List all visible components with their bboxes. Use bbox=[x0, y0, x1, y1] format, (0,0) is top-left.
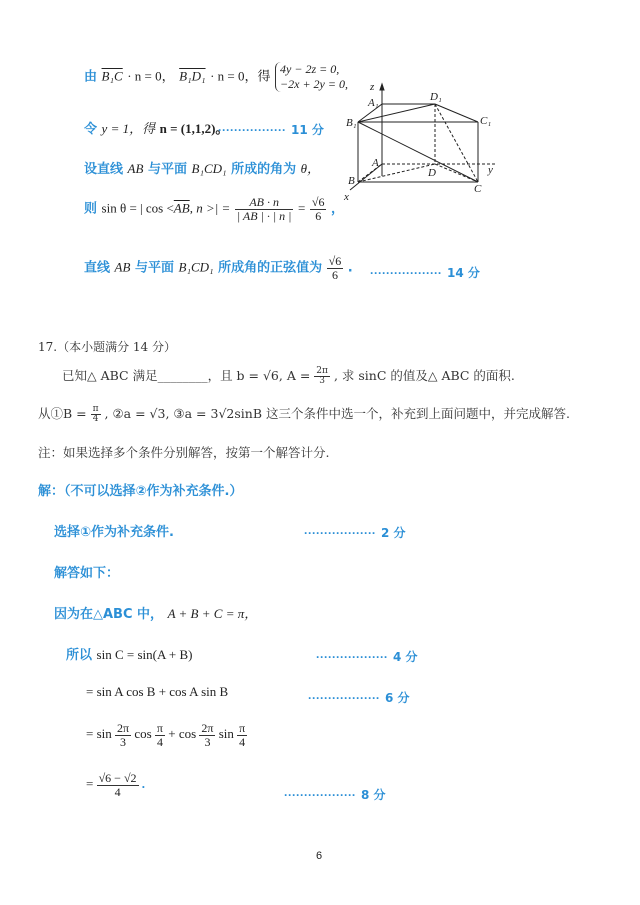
solution-answer-label: 解答如下： bbox=[54, 566, 120, 581]
frac-num: π bbox=[239, 721, 246, 735]
score-14 bbox=[370, 262, 480, 281]
label-d: D bbox=[428, 167, 436, 179]
frac-den: 4 bbox=[114, 784, 121, 799]
dots: ·················· bbox=[304, 526, 376, 540]
prism-figure bbox=[330, 78, 505, 208]
n-abs: , n >| = bbox=[189, 200, 231, 216]
question-line2 bbox=[38, 404, 570, 424]
text-and-plane: 与平面 bbox=[147, 162, 187, 177]
dot-zero-2: · n = 0，得 bbox=[210, 68, 271, 84]
t1: = sin bbox=[86, 726, 112, 742]
label-c1: C₁ bbox=[480, 115, 492, 127]
label-z: z bbox=[370, 81, 375, 93]
dots: ·················· bbox=[316, 650, 388, 664]
frac-den: | AB | · | n | bbox=[236, 208, 292, 223]
label-y: y bbox=[488, 164, 493, 176]
line-ab: AB bbox=[114, 259, 131, 275]
label-a: A bbox=[372, 157, 379, 169]
f2 bbox=[155, 722, 165, 748]
vec-ab: $\overline{AB}$ bbox=[173, 200, 190, 216]
eq1: 4y − 2z = 0, bbox=[280, 62, 340, 76]
f4 bbox=[237, 722, 247, 748]
step-normal-conditions bbox=[84, 62, 348, 92]
frac-den: 6 bbox=[315, 208, 322, 223]
text-then: 则 bbox=[84, 201, 98, 217]
label-b: B bbox=[348, 175, 355, 187]
score-text: 11 分 bbox=[291, 123, 324, 137]
frac-den: 3 bbox=[204, 734, 211, 749]
solution-so bbox=[66, 644, 192, 663]
sin-theta-lhs: sin θ = | cos < bbox=[101, 200, 174, 216]
fraction-result bbox=[310, 196, 327, 222]
score-2 bbox=[304, 522, 406, 541]
frac-num: 2π bbox=[117, 721, 130, 735]
dots: ·················· bbox=[284, 788, 356, 802]
line1-text-b: , 求 sinC 的值及△ ABC 的面积. bbox=[333, 368, 515, 383]
solution-title: 解：（不可以选择②作为补充条件.） bbox=[38, 484, 243, 499]
score-text: 2 分 bbox=[381, 526, 406, 540]
frac-den: 4 bbox=[92, 414, 99, 424]
so-text: 所以 bbox=[66, 648, 93, 663]
score-8 bbox=[284, 784, 386, 803]
score-6 bbox=[308, 687, 410, 706]
solution-choose: 选择①作为补充条件. bbox=[54, 525, 174, 540]
vector-b1c: B₁C bbox=[101, 68, 123, 84]
plane-b1cd1: B₁CD₁ bbox=[191, 161, 227, 176]
frac-num: √6 bbox=[328, 254, 342, 268]
plane-b1cd1: B₁CD₁ bbox=[178, 259, 214, 275]
t3: + cos bbox=[168, 726, 197, 742]
score-text: 8 分 bbox=[361, 788, 386, 802]
score-text: 4 分 bbox=[393, 650, 418, 664]
label-a1: A₁ bbox=[368, 97, 379, 109]
fraction-answer bbox=[327, 255, 344, 281]
question-note: 注：如果选择多个条件分别解答，按第一个解答计分. bbox=[38, 445, 330, 460]
text-sine-value: 所成角的正弦值为 bbox=[218, 260, 323, 276]
let-y-eq: y = 1，得 bbox=[101, 121, 156, 136]
score-11 bbox=[218, 119, 324, 138]
frac-den: 3 bbox=[120, 734, 127, 749]
because-text: 因为在△ABC 中， bbox=[54, 607, 164, 622]
score-text: 14 分 bbox=[447, 266, 480, 280]
solution-because bbox=[54, 603, 257, 622]
line2-text-b: , ②a = √3, ③a = 3√2sinB 这三个条件中选一个，补充到上面问题中，并完成解答. bbox=[104, 406, 570, 421]
dots: ·················· bbox=[370, 266, 442, 280]
question-title: 17.（本小题满分 14 分） bbox=[38, 340, 176, 354]
t2: cos bbox=[134, 726, 152, 742]
dot-zero-1: · n = 0， bbox=[127, 68, 175, 84]
result-line bbox=[86, 772, 145, 798]
text-line: 直线 bbox=[84, 260, 111, 276]
frac-num: π bbox=[156, 721, 163, 735]
step-let-y bbox=[84, 118, 228, 137]
text-set-line: 设直线 bbox=[84, 162, 124, 177]
line-ab: AB bbox=[127, 161, 144, 176]
comma: ， bbox=[331, 201, 345, 217]
expand-line: = sin A cos B + cos A sin B bbox=[86, 684, 229, 699]
text-and-plane: 与平面 bbox=[134, 260, 174, 276]
f1 bbox=[115, 722, 131, 748]
frac-num: 2π bbox=[316, 365, 328, 376]
angle-sum: A + B + C = π， bbox=[167, 606, 258, 621]
step-conclusion bbox=[84, 255, 353, 281]
sin-c-eq: sin C = sin(A + B) bbox=[96, 647, 193, 662]
step-sin-theta bbox=[84, 196, 344, 222]
frac-num: √6 bbox=[311, 195, 325, 209]
score-4 bbox=[316, 646, 418, 665]
result-fraction bbox=[97, 772, 139, 798]
fraction-2pi-3 bbox=[314, 367, 330, 387]
period: . bbox=[141, 776, 146, 792]
fraction-pi-4 bbox=[91, 405, 101, 425]
frac-den: 4 bbox=[239, 734, 246, 749]
normal-vector: n = (1,1,2)。 bbox=[159, 121, 229, 136]
vector-b1d1: B₁D₁ bbox=[179, 68, 206, 84]
frac-den: 3 bbox=[319, 376, 325, 386]
substitute-line bbox=[86, 722, 247, 748]
period: . bbox=[347, 260, 353, 276]
label-d1: D₁ bbox=[430, 91, 442, 103]
text-angle: 所成的角为 bbox=[231, 162, 297, 177]
equals: = bbox=[86, 776, 94, 792]
step-set-angle bbox=[84, 158, 320, 177]
frac-num: 2π bbox=[201, 721, 214, 735]
fraction-cos bbox=[235, 196, 294, 222]
text-ling: 令 bbox=[84, 122, 98, 137]
label-x: x bbox=[344, 191, 349, 203]
label-b1: B₁ bbox=[346, 117, 357, 129]
dots: ·················· bbox=[308, 691, 380, 705]
text-you: 由 bbox=[84, 69, 98, 85]
dots: ················· bbox=[218, 123, 286, 137]
page-number: 6 bbox=[316, 850, 323, 862]
score-text: 6 分 bbox=[385, 691, 410, 705]
frac-num: √6 − √2 bbox=[98, 771, 137, 785]
question-line1 bbox=[62, 366, 515, 386]
frac-num: π bbox=[92, 403, 99, 414]
frac-den: 4 bbox=[156, 734, 163, 749]
frac-num: AB · n bbox=[235, 196, 294, 210]
theta: θ， bbox=[300, 161, 321, 176]
line2-text-a: 从①B = bbox=[38, 406, 87, 421]
equals: = bbox=[298, 200, 306, 216]
eq2: −2x + 2y = 0, bbox=[280, 77, 348, 91]
frac-den: 6 bbox=[331, 267, 338, 282]
line1-text-a: 已知△ ABC 满足________，且 b = √6, A = bbox=[62, 368, 311, 383]
label-c: C bbox=[474, 183, 482, 195]
f3 bbox=[199, 722, 215, 748]
t4: sin bbox=[218, 726, 234, 742]
